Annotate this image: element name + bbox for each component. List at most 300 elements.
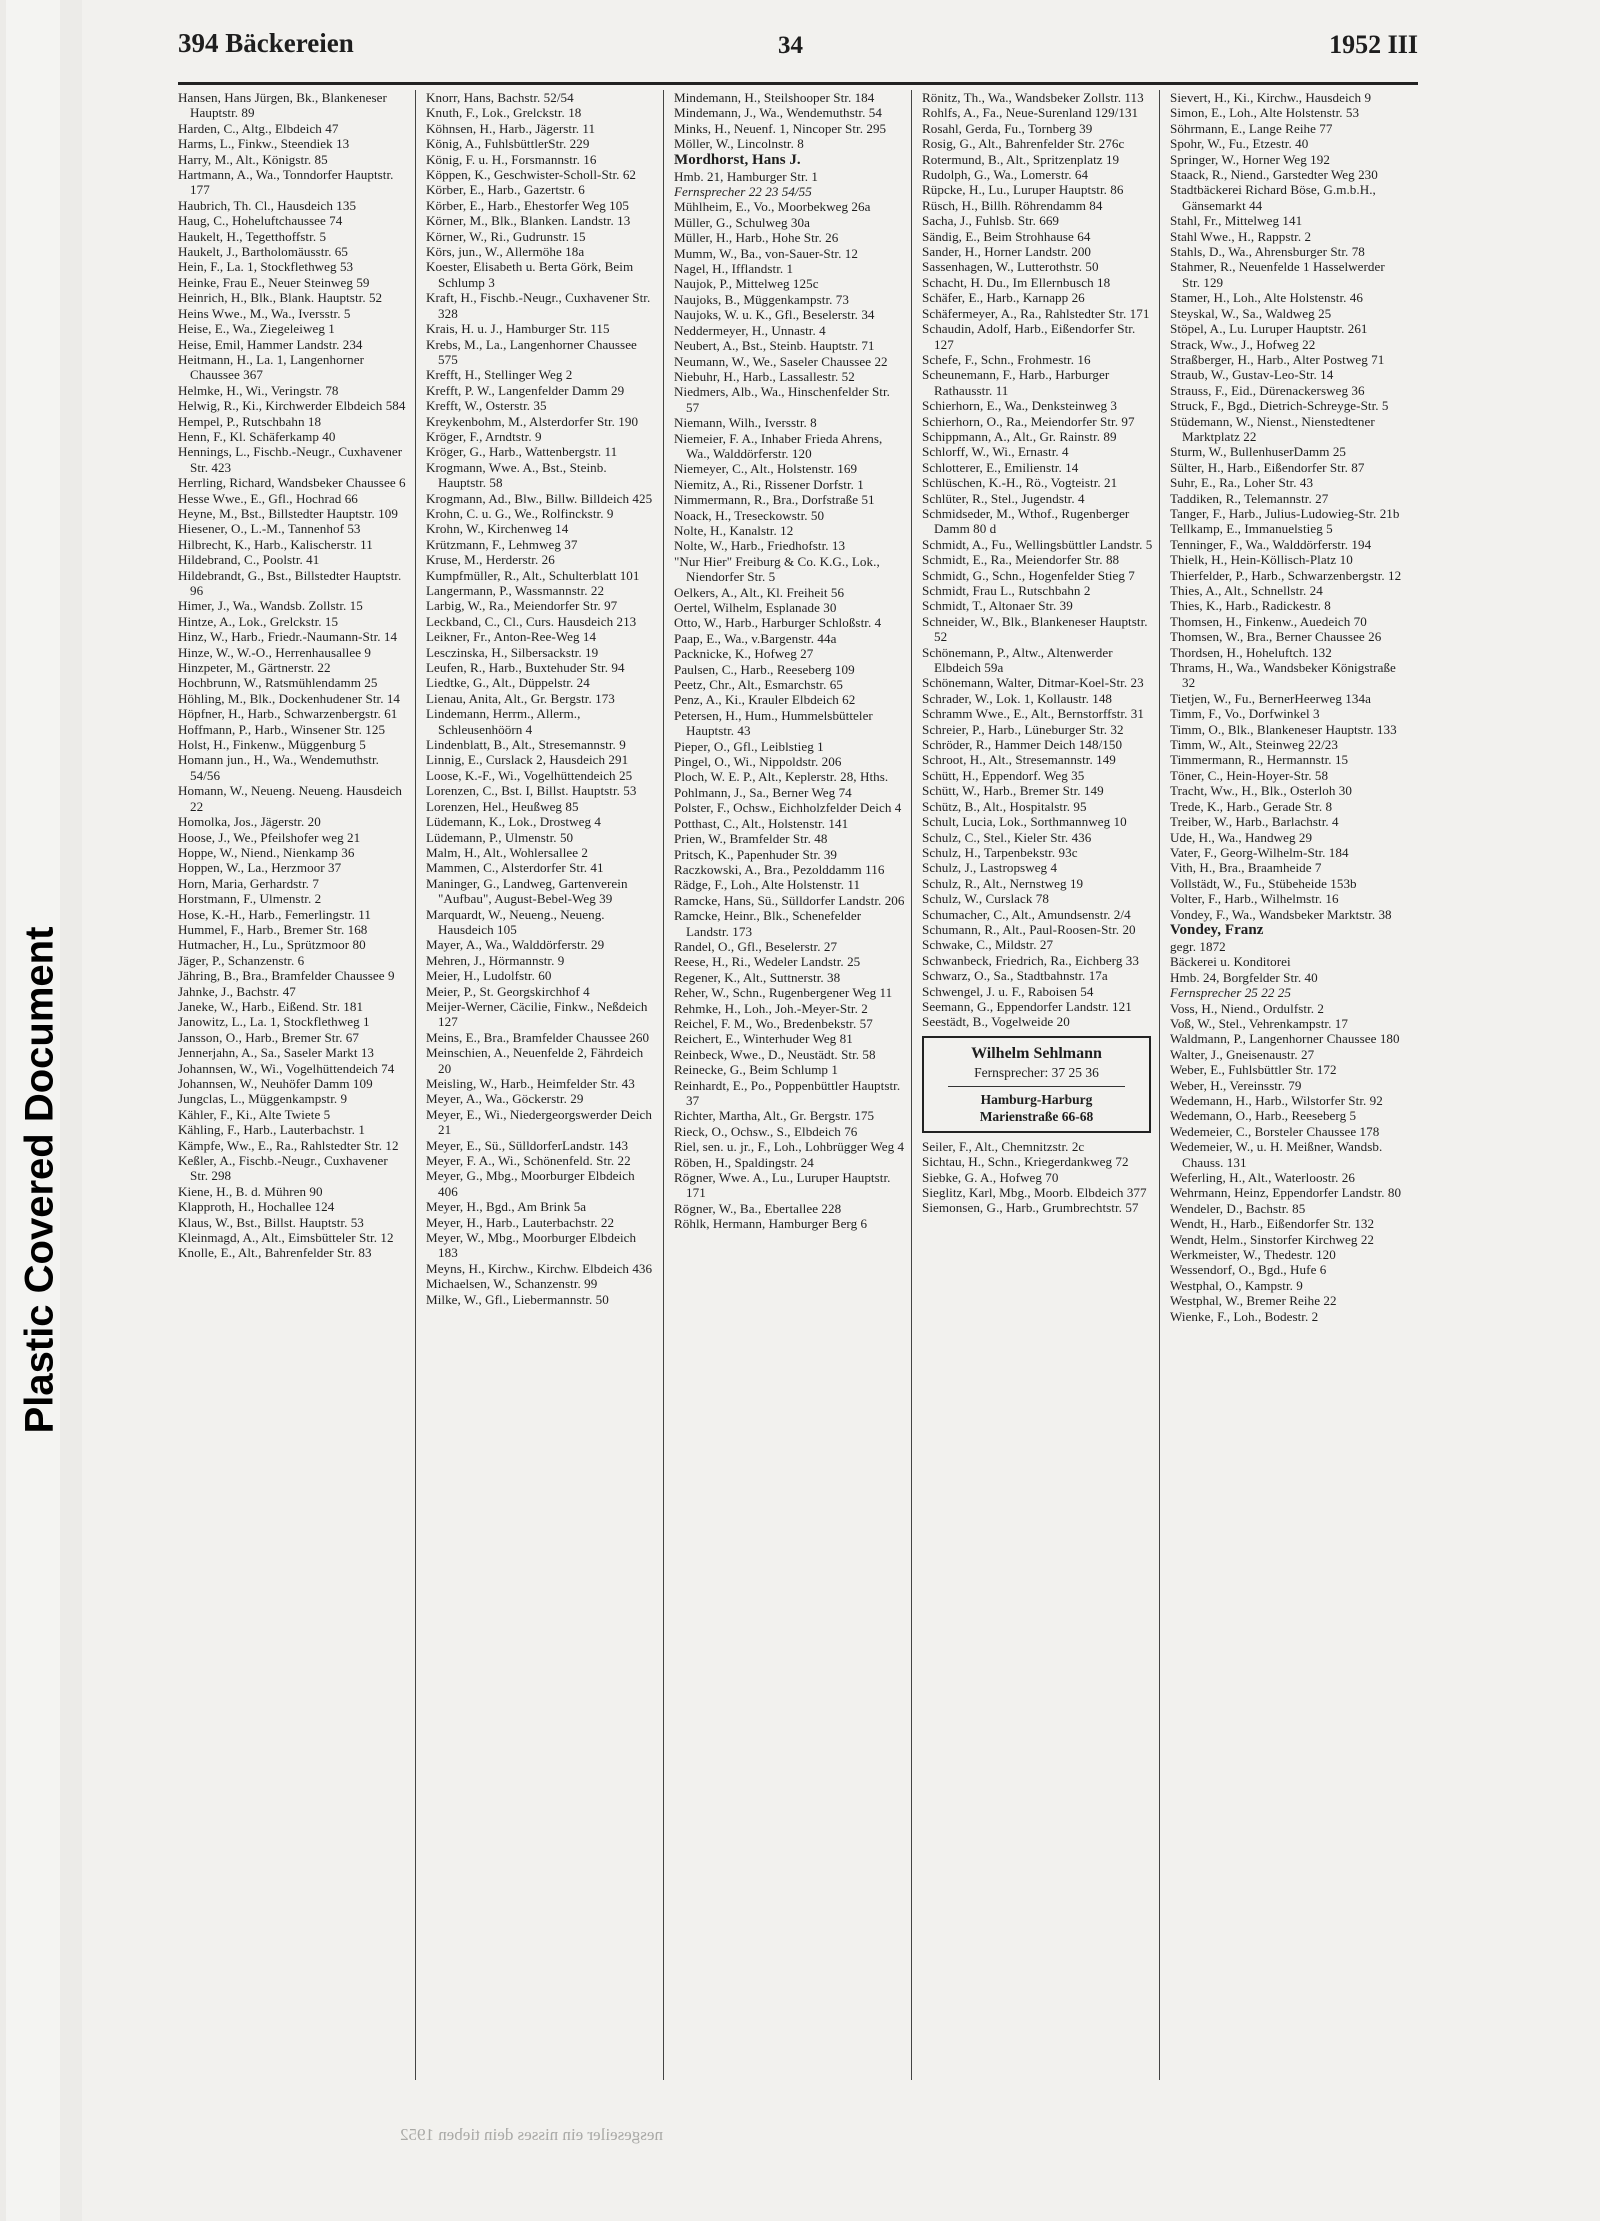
directory-entry: Krützmann, F., Lehmweg 37 [426, 536, 578, 552]
directory-entry: Stüdemann, W., Nienst., Nienstedtener Marktplatz 22 [1170, 413, 1375, 444]
directory-entry: Koester, Elisabeth u. Berta Görk, Beim Schlump 3 [426, 259, 634, 290]
directory-entry: Thomsen, W., Bra., Berner Chaussee 26 [1170, 629, 1382, 645]
directory-entry: Westphal, W., Bremer Reihe 22 [1170, 1293, 1337, 1309]
directory-entry: Bäckerei u. Konditorei [1170, 954, 1291, 970]
directory-entry: Stahls, D., Wa., Ahrensburger Str. 78 [1170, 244, 1365, 260]
bleed-through-text: nesgeseiler ein nisses dein tieben 1952 [400, 2125, 663, 2144]
directory-entry: Siemonsen, G., Harb., Grumbrechtstr. 57 [922, 1200, 1139, 1216]
directory-entry: Paap, E., Wa., v.Bargenstr. 44a [674, 630, 837, 646]
directory-entry: König, A., FuhlsbüttlerStr. 229 [426, 136, 590, 152]
directory-entry: Tietjen, W., Fu., BernerHeerweg 134a [1170, 690, 1371, 706]
directory-entry: Strack, Ww., J., Hofweg 22 [1170, 336, 1316, 352]
directory-entry: Sievert, H., Ki., Kirchw., Hausdeich 9 [1170, 90, 1372, 105]
directory-entry: Niemeyer, C., Alt., Holstenstr. 169 [674, 461, 858, 477]
directory-entry: Schulz, J., Lastropsweg 4 [922, 860, 1058, 876]
directory-entry: Hildebrandt, G., Bst., Billstedter Hauptstr. 96 [178, 567, 402, 598]
directory-entry: König, F. u. H., Forsmannstr. 16 [426, 151, 597, 167]
directory-entry: Malm, H., Alt., Wohlersallee 2 [426, 844, 589, 860]
directory-entry: Jennerjahn, A., Sa., Saseler Markt 13 [178, 1045, 375, 1061]
directory-entry: Sacha, J., Fuhlsb. Str. 669 [922, 213, 1060, 229]
directory-columns [178, 90, 1418, 2080]
directory-entry: Pingel, O., Wi., Nippoldstr. 206 [674, 754, 842, 770]
directory-entry: Schaudin, Adolf, Harb., Eißendorfer Str. 127 [922, 321, 1136, 352]
directory-entry: Wendt, Helm., Sinstorfer Kirchweg 22 [1170, 1231, 1375, 1247]
directory-entry: Rosig, G., Alt., Bahrenfelder Str. 276c [922, 136, 1125, 152]
directory-entry: Neubert, A., Bst., Steinb. Hauptstr. 71 [674, 338, 875, 354]
directory-entry: Schütt, H., Eppendorf. Weg 35 [922, 767, 1085, 783]
directory-entry: Reinbeck, Wwe., D., Neustädt. Str. 58 [674, 1046, 876, 1062]
directory-entry: Homann jun., H., Wa., Wendemuthstr. 54/56 [178, 752, 379, 783]
ad-address-city: Hamburg-Harburg [980, 1091, 1093, 1107]
directory-entry: Schulz, C., Stel., Kieler Str. 436 [922, 829, 1092, 845]
directory-entry: Thomsen, H., Finkenw., Auedeich 70 [1170, 613, 1367, 629]
directory-entry: Pohlmann, J., Sa., Berner Weg 74 [674, 784, 852, 800]
directory-entry: Rönitz, Th., Wa., Wandsbeker Zollstr. 113 [922, 90, 1144, 105]
directory-entry: Krebs, M., La., Langenhorner Chaussee 575 [426, 336, 637, 367]
directory-entry: Kähler, F., Ki., Alte Twiete 5 [178, 1106, 331, 1122]
header-rule [178, 82, 1418, 85]
directory-entry: Schmidt, Frau L., Rutschbahn 2 [922, 583, 1091, 598]
directory-column-4 [922, 90, 1160, 2080]
directory-entry: Wehrmann, Heinz, Eppendorfer Landstr. 80 [1170, 1185, 1402, 1201]
directory-entry: Meyer, W., Mbg., Moorburger Elbdeich 183 [426, 1230, 637, 1261]
directory-entry: Schumacher, C., Alt., Amundsenstr. 2/4 [922, 906, 1131, 922]
directory-column-2 [426, 90, 664, 2080]
directory-entry: Timm, O., Blk., Blankeneser Hauptstr. 133 [1170, 721, 1397, 737]
directory-entry: Werkmeister, W., Thedestr. 120 [1170, 1247, 1336, 1263]
ad-address-street: Marienstraße 66-68 [979, 1108, 1094, 1124]
directory-entry: Meijer-Werner, Cäcilie, Finkw., Neßdeich 127 [426, 998, 648, 1030]
directory-entry: Körs, jun., W., Allermöhe 18a [426, 244, 585, 260]
directory-entry: Hinze, W., W.-O., Herrenhausallee 9 [178, 644, 372, 660]
directory-entry: Thies, A., Alt., Schnellstr. 24 [1170, 583, 1323, 598]
directory-entry: Hochbrunn, W., Ratsmühlendamm 25 [178, 675, 378, 691]
directory-entry: Schlotterer, E., Emilienstr. 14 [922, 459, 1079, 475]
directory-entry: Schmidt, G., Schn., Hogenfelder Stieg 7 [922, 567, 1135, 583]
directory-entry: Töner, C., Hein-Hoyer-Str. 58 [1170, 767, 1329, 783]
directory-entry: Mindemann, J., Wa., Wendemuthstr. 54 [674, 105, 882, 121]
directory-entry: Keßler, A., Fischb.-Neugr., Cuxhavener Str. 298 [178, 1153, 388, 1184]
directory-entry: Meyer, H., Harb., Lauterbachstr. 22 [426, 1214, 615, 1230]
directory-entry: Schlüter, R., Stel., Jugendstr. 4 [922, 490, 1085, 506]
directory-entry: Neddermeyer, H., Unnastr. 4 [674, 322, 826, 338]
directory-entry: Schmidt, A., Fu., Wellingsbüttler Landstr. 5 [922, 536, 1153, 552]
directory-entry: Schäfermeyer, A., Ra., Rahlstedter Str. 171 [922, 305, 1150, 321]
ad-name: Wilhelm Sehlmann [971, 1044, 1102, 1062]
directory-entry: Hennings, L., Fischb.-Neugr., Cuxhavener Str. 423 [178, 444, 403, 475]
directory-entry: Michaelsen, W., Schanzenstr. 99 [426, 1276, 598, 1292]
directory-entry: Seestädt, B., Vogelweide 20 [922, 1014, 1070, 1030]
directory-entry: Hinzpeter, M., Gärtnerstr. 22 [178, 660, 331, 676]
directory-entry: Schippmann, A., Alt., Gr. Rainstr. 89 [922, 428, 1117, 444]
directory-entry: Hutmacher, H., Lu., Sprützmoor 80 [178, 937, 366, 953]
directory-entry: Himer, J., Wa., Wandsb. Zollstr. 15 [178, 598, 363, 614]
directory-entry: Kreykenbohm, M., Alsterdorfer Str. 190 [426, 413, 639, 429]
directory-entry: Homann, W., Neueng. Neueng. Hausdeich 22 [178, 783, 403, 814]
directory-entry: Hansen, Hans Jürgen, Bk., Blankeneser Hauptstr. 89 [178, 90, 387, 121]
directory-entry: Reichel, F. M., Wo., Bredenbekstr. 57 [674, 1015, 873, 1031]
directory-entry: Minks, H., Neuenf. 1, Nincoper Str. 295 [674, 120, 887, 136]
directory-entry: Schulz, R., Alt., Nernstweg 19 [922, 875, 1084, 891]
directory-entry: Schefe, F., Schn., Frohmestr. 16 [922, 351, 1091, 367]
directory-entry: Lindemann, Herrm., Allerm., Schleusenhöörn 4 [426, 706, 581, 737]
directory-entry: Vith, H., Bra., Braamheide 7 [1170, 860, 1322, 876]
directory-entry: Meyer, A., Wa., Göckerstr. 29 [426, 1091, 584, 1107]
directory-entry: Thies, K., Harb., Radickestr. 8 [1170, 598, 1331, 614]
directory-entry: Köhnsen, H., Harb., Jägerstr. 11 [426, 120, 596, 136]
directory-entry: Stöpel, A., Lu. Luruper Hauptstr. 261 [1170, 321, 1368, 337]
directory-entry: Neumann, W., We., Saseler Chaussee 22 [674, 353, 888, 369]
directory-entry: Heins Wwe., M., Wa., Iversstr. 5 [178, 305, 351, 321]
directory-entry: Schmidseder, M., Wthof., Rugenberger Damm 80 d [922, 505, 1130, 537]
directory-entry: Hiesener, O., L.-M., Tannenhof 53 [178, 521, 361, 537]
directory-entry: Mayer, A., Wa., Walddörferstr. 29 [426, 937, 605, 953]
directory-entry: Schmidt, E., Ra., Meiendorfer Str. 88 [922, 552, 1120, 568]
directory-entry: Wedemeier, C., Borsteler Chaussee 178 [1170, 1123, 1380, 1139]
directory-entry: Langermann, P., Wassmannstr. 22 [426, 583, 605, 598]
directory-entry: Schmidt, T., Altonaer Str. 39 [922, 598, 1073, 614]
directory-entry: Krohn, W., Kirchenweg 14 [426, 521, 569, 537]
directory-entry: Mehren, J., Hörmannstr. 9 [426, 952, 565, 968]
directory-entry: Rüpcke, H., Lu., Luruper Hauptstr. 86 [922, 182, 1124, 198]
directory-entry: Holst, H., Finkenw., Müggenburg 5 [178, 737, 366, 753]
directory-entry: Lüdemann, P., Ulmenstr. 50 [426, 829, 574, 845]
directory-entry: Heinrich, H., Blk., Blank. Hauptstr. 52 [178, 290, 383, 306]
directory-entry: Meins, E., Bra., Bramfelder Chaussee 260 [426, 1029, 650, 1045]
side-banner [6, 0, 60, 2221]
directory-entry: Oertel, Wilhelm, Esplanade 30 [674, 600, 837, 615]
directory-entry: Körber, E., Harb., Gazertstr. 6 [426, 182, 585, 198]
directory-entry: Ude, H., Wa., Handweg 29 [1170, 829, 1313, 845]
directory-entry: "Nur Hier" Freiburg & Co. K.G., Lok., Niendorfer Str. 5 [674, 553, 880, 585]
directory-entry: Staack, R., Niend., Garstedter Weg 230 [1170, 167, 1378, 183]
directory-entry: Lüdemann, K., Lok., Drostweg 4 [426, 814, 601, 830]
directory-entry: Herrling, Richard, Wandsbeker Chaussee 6 [178, 475, 406, 491]
directory-entry: Otto, W., Harb., Harburger Schloßstr. 4 [674, 615, 882, 631]
directory-entry: Sassenhagen, W., Lutterothstr. 50 [922, 259, 1099, 275]
directory-entry: Wienke, F., Loh., Bodestr. 2 [1170, 1308, 1319, 1324]
directory-entry: Vollstädt, W., Fu., Stübeheide 153b [1170, 875, 1357, 891]
directory-entry: Haug, C., Hoheluftchaussee 74 [178, 213, 343, 229]
directory-entry: Höhling, M., Blk., Dockenhudener Str. 14 [178, 690, 401, 706]
directory-entry: Haubrich, Th. Cl., Hausdeich 135 [178, 197, 357, 213]
directory-entry: Kleinmagd, A., Alt., Eimsbütteler Str. 12 [178, 1230, 394, 1246]
directory-entry: Penz, A., Ki., Krauler Elbdeich 62 [674, 692, 856, 708]
directory-entry: Mumm, W., Ba., von-Sauer-Str. 12 [674, 245, 858, 261]
directory-entry: Packnicke, K., Hofweg 27 [674, 646, 814, 662]
directory-entry: Röhlk, Hermann, Hamburger Berg 6 [674, 1216, 868, 1232]
directory-entry: Scheunemann, F., Harb., Harburger Rathausstr. 11 [922, 367, 1110, 398]
directory-entry: Müller, G., Schulweg 30a [674, 214, 810, 230]
directory-entry: Hummel, F., Harb., Bremer Str. 168 [178, 921, 368, 937]
directory-entry: Helmke, H., Wi., Veringstr. 78 [178, 382, 339, 398]
directory-entry: Sichtau, H., Schn., Kriegerdankweg 72 [922, 1154, 1129, 1170]
directory-entry: Seemann, G., Eppendorfer Landstr. 121 [922, 998, 1132, 1014]
directory-entry: Stahmer, R., Neuenfelde 1 Hasselwerder Str. 129 [1170, 259, 1385, 290]
directory-entry: Straßberger, H., Harb., Alter Postweg 71 [1170, 351, 1385, 367]
directory-entry: Schlorff, W., Wi., Ernastr. 4 [922, 444, 1069, 460]
directory-entry: Heitmann, H., La. 1, Langenhorner Chaussee 367 [178, 351, 364, 383]
directory-entry: Steyskal, W., Sa., Waldweg 25 [1170, 305, 1332, 321]
directory-entry: Jungclas, L., Müggenkampstr. 9 [178, 1091, 348, 1107]
directory-entry: Heinke, Frau E., Neuer Steinweg 59 [178, 274, 370, 290]
directory-entry: Thielk, H., Hein-Köllisch-Platz 10 [1170, 552, 1353, 568]
directory-entry: Jähring, B., Bra., Bramfelder Chaussee 9 [178, 968, 395, 984]
directory-entry: Helwig, R., Ki., Kirchwerder Elbdeich 584 [178, 398, 406, 414]
directory-entry-phone: Fernsprecher 22 23 54/55 [674, 184, 812, 200]
directory-entry: Jäger, P., Schanzenstr. 6 [178, 952, 305, 968]
directory-entry: Loose, K.-F., Wi., Vogelhüttendeich 25 [426, 767, 633, 783]
directory-entry: Henn, F., Kl. Schäferkamp 40 [178, 428, 336, 444]
directory-entry: Krohn, C. u. G., We., Rolfinckstr. 9 [426, 505, 614, 521]
directory-entry-phone: Fernsprecher 25 22 25 [1170, 985, 1291, 1001]
directory-entry: Rüsch, H., Billh. Röhrendamm 84 [922, 197, 1103, 213]
directory-entry: Randel, O., Gfl., Beselerstr. 27 [674, 938, 838, 954]
directory-entry: Spohr, W., Fu., Etzestr. 40 [1170, 136, 1309, 152]
directory-entry: Janowitz, L., La. 1, Stockflethweg 1 [178, 1014, 370, 1030]
directory-entry: Thierfelder, P., Harb., Schwarzenbergstr. 12 [1170, 567, 1402, 583]
directory-entry: Horn, Maria, Gerhardstr. 7 [178, 875, 319, 891]
directory-entry: Hesse Wwe., E., Gfl., Hochrad 66 [178, 490, 358, 506]
directory-entry: Naujok, P., Mittelweg 125c [674, 276, 819, 292]
directory-entry: Hildebrand, C., Poolstr. 41 [178, 552, 320, 568]
directory-entry: Heise, E., Wa., Ziegeleiweg 1 [178, 321, 335, 337]
directory-entry: Ploch, W. E. P., Alt., Keplerstr. 28, Hths. [674, 769, 889, 785]
directory-entry: Nolte, H., Kanalstr. 12 [674, 522, 794, 538]
directory-entry: Höpfner, H., Harb., Schwarzenbergstr. 61 [178, 706, 398, 722]
directory-entry: Schlüschen, K.-H., Rö., Vogteistr. 21 [922, 475, 1118, 491]
ad-phone: Fernsprecher: 37 25 36 [974, 1064, 1099, 1080]
directory-entry: Strauss, F., Eid., Dürenackersweg 36 [1170, 382, 1365, 398]
directory-entry: Mindemann, H., Steilshooper Str. 184 [674, 90, 875, 105]
directory-entry: Heyne, M., Bst., Billstedter Hauptstr. 109 [178, 505, 398, 521]
directory-entry: Rädge, F., Loh., Alte Holstenstr. 11 [674, 877, 861, 893]
directory-entry: Kähling, F., Harb., Lauterbachstr. 1 [178, 1122, 365, 1138]
directory-entry: Stamer, H., Loh., Alte Holstenstr. 46 [1170, 290, 1363, 306]
directory-entry: Lesczinska, H., Silbersackstr. 19 [426, 644, 599, 660]
directory-entry: Niedmers, Alb., Wa., Hinschenfelder Str. 57 [674, 384, 890, 415]
directory-entry: Knorr, Hans, Bachstr. 52/54 [426, 90, 574, 105]
directory-entry: Körner, W., Ri., Gudrunstr. 15 [426, 228, 586, 244]
directory-entry: Polster, F., Ochsw., Eichholzfelder Deich 4 [674, 800, 902, 816]
directory-entry: Hintze, A., Lok., Grelckstr. 15 [178, 613, 339, 629]
directory-entry: Krogmann, Ad., Blw., Billw. Billdeich 425 [426, 490, 653, 506]
directory-entry: Reinecke, G., Beim Schlump 1 [674, 1062, 838, 1078]
directory-entry: gegr. 1872 [1170, 938, 1226, 954]
directory-entry: Ramcke, Heinr., Blk., Schenefelder Landstr. 173 [674, 908, 862, 939]
directory-entry: Schrader, W., Lok. 1, Kollaustr. 148 [922, 690, 1113, 706]
directory-entry: Hoose, J., We., Pfeilshofer weg 21 [178, 829, 361, 845]
directory-entry: Johannsen, W., Wi., Vogelhüttendeich 74 [178, 1060, 395, 1076]
directory-entry: Reher, W., Schn., Rugenbergener Weg 11 [674, 985, 893, 1001]
side-label: Plastic Covered Document [17, 926, 62, 1434]
directory-entry: Reichert, E., Winterhuder Weg 81 [674, 1031, 853, 1047]
header-section-title: 394 Bäckereien [178, 28, 354, 58]
directory-entry: Schönemann, Walter, Ditmar-Koel-Str. 23 [922, 675, 1144, 691]
directory-entry: Maninger, G., Landweg, Gartenverein "Aufbau", August-Bebel-Weg 39 [426, 875, 628, 907]
directory-entry: Petersen, H., Hum., Hummelsbütteler Hauptstr. 43 [674, 707, 873, 739]
directory-entry: Homolka, Jos., Jägerstr. 20 [178, 814, 321, 830]
directory-entry: Wessendorf, O., Bgd., Hufe 6 [1170, 1262, 1327, 1278]
directory-entry: Sülter, H., Harb., Eißendorfer Str. 87 [1170, 459, 1365, 475]
directory-entry: Leikner, Fr., Anton-Ree-Weg 14 [426, 629, 597, 645]
directory-entry: Kumpfmüller, R., Alt., Schulterblatt 101 [426, 567, 640, 583]
directory-entry: Tellkamp, E., Immanuelstieg 5 [1170, 521, 1333, 537]
directory-entry: Johannsen, W., Neuhöfer Damm 109 [178, 1076, 373, 1091]
directory-entry: Möller, W., Lincolnstr. 8 [674, 136, 804, 152]
directory-entry: Schneider, W., Blk., Blankeneser Hauptstr. 52 [922, 613, 1148, 645]
directory-entry: Knolle, E., Alt., Bahrenfelder Str. 83 [178, 1245, 372, 1261]
directory-entry: Springer, W., Horner Weg 192 [1170, 151, 1330, 167]
directory-entry: Waldmann, P., Langenhorner Chaussee 180 [1170, 1031, 1400, 1047]
directory-entry: Seiler, F., Alt., Chemnitzstr. 2c [922, 1138, 1085, 1154]
directory-entry: Harry, M., Alt., Königstr. 85 [178, 151, 328, 167]
page-header [178, 28, 1418, 78]
directory-entry: Schwarz, O., Sa., Stadtbahnstr. 17a [922, 968, 1108, 984]
directory-entry: Naujoks, B., Müggenkampstr. 73 [674, 291, 849, 307]
directory-entry: Schäfer, E., Harb., Karnapp 26 [922, 290, 1085, 306]
directory-entry: Wendeler, D., Bachstr. 85 [1170, 1200, 1306, 1216]
header-page-number: 34 [778, 32, 803, 59]
directory-entry: Peetz, Chr., Alt., Esmarchstr. 65 [674, 677, 843, 693]
directory-column-3 [674, 90, 912, 2080]
directory-entry: Harden, C., Altg., Elbdeich 47 [178, 120, 339, 136]
directory-entry: Weber, E., Fuhlsbüttler Str. 172 [1170, 1062, 1337, 1078]
directory-entry: Wedemeier, W., u. H. Meißner, Wandsb. Chauss. 131 [1170, 1139, 1383, 1170]
directory-entry: Niemitz, A., Ri., Rissener Dorfstr. 1 [674, 476, 864, 492]
directory-entry: Nagel, H., Ifflandstr. 1 [674, 261, 794, 277]
directory-entry: Stahl, Fr., Mittelweg 141 [1170, 213, 1303, 229]
directory-entry: Schröder, R., Hammer Deich 148/150 [922, 737, 1123, 753]
directory-entry: Haukelt, J., Bartholomäusstr. 65 [178, 244, 348, 260]
directory-entry: Meinschien, A., Neuenfelde 2, Fährdeich 20 [426, 1045, 644, 1076]
directory-entry: Hartmann, A., Wa., Tonndorfer Hauptstr. 177 [178, 167, 394, 198]
directory-entry: Richter, Martha, Alt., Gr. Bergstr. 175 [674, 1108, 875, 1124]
directory-entry: Suhr, E., Ra., Loher Str. 43 [1170, 475, 1314, 491]
directory-entry: Haukelt, H., Tegetthoffstr. 5 [178, 228, 327, 244]
directory-entry: Struck, F., Bgd., Dietrich-Schreyge-Str. 5 [1170, 398, 1389, 414]
directory-entry: Reinhardt, E., Po., Poppenbüttler Hauptstr. 37 [674, 1077, 901, 1108]
directory-entry: Tenninger, F., Wa., Walddörferstr. 194 [1170, 536, 1372, 552]
directory-entry: Sieglitz, Karl, Mbg., Moorb. Elbdeich 377 [922, 1185, 1147, 1200]
header-year: 1952 III [1329, 30, 1418, 59]
directory-entry: Krefft, H., Stellinger Weg 2 [426, 367, 573, 383]
directory-entry: Müller, H., Harb., Hohe Str. 26 [674, 230, 839, 246]
directory-entry: Reese, H., Ri., Wedeler Landstr. 25 [674, 954, 861, 970]
directory-entry: Weber, H., Vereinsstr. 79 [1170, 1077, 1302, 1093]
directory-entry: Stahl Wwe., H., Rappstr. 2 [1170, 228, 1312, 244]
directory-entry: Timm, W., Alt., Steinweg 22/23 [1170, 737, 1338, 753]
directory-entry: Rohlfs, A., Fa., Neue-Surenland 129/131 [922, 105, 1139, 121]
directory-entry: Schütt, W., Harb., Bremer Str. 149 [922, 783, 1104, 799]
directory-entry: Kruse, M., Herderstr. 26 [426, 552, 555, 568]
directory-entry: Rögner, Wwe. A., Lu., Luruper Hauptstr. 171 [674, 1170, 891, 1201]
directory-entry: Voß, W., Stel., Vehrenkampstr. 17 [1170, 1015, 1348, 1031]
directory-entry: Hoffmann, P., Harb., Winsener Str. 125 [178, 721, 386, 737]
directory-entry: Rosahl, Gerda, Fu., Tornberg 39 [922, 120, 1093, 136]
directory-entry: Röben, H., Spaldingstr. 24 [674, 1154, 814, 1170]
directory-entry: Meyer, H., Bgd., Am Brink 5a [426, 1199, 587, 1215]
directory-entry: Nimmermann, R., Bra., Dorfstraße 51 [674, 492, 875, 508]
directory-column-1 [178, 90, 416, 2080]
directory-entry: Schult, Lucia, Lok., Sorthmannweg 10 [922, 814, 1127, 830]
directory-entry: Lindenblatt, B., Alt., Stresemannstr. 9 [426, 737, 626, 753]
directory-entry: Prien, W., Bramfelder Str. 48 [674, 831, 828, 847]
directory-entry: Körber, E., Harb., Ehestorfer Weg 105 [426, 197, 629, 213]
directory-entry: Liedtke, G., Alt., Düppelstr. 24 [426, 675, 590, 691]
directory-entry: Harms, L., Finkw., Steendiek 13 [178, 136, 350, 152]
directory-entry: Rieck, O., Ochsw., S., Elbdeich 76 [674, 1123, 858, 1139]
directory-entry: Weferling, H., Alt., Waterloostr. 26 [1170, 1170, 1355, 1186]
directory-entry: Tanger, F., Harb., Julius-Ludowieg-Str. 21b [1170, 505, 1400, 521]
directory-entry: Schacht, H. Du., Im Ellernbusch 18 [922, 274, 1111, 290]
directory-column-5 [1170, 90, 1408, 2080]
directory-entry: Klaus, W., Bst., Billst. Hauptstr. 53 [178, 1214, 364, 1230]
directory-entry: Hempel, P., Rutschbahn 18 [178, 413, 322, 429]
directory-entry: Wedemann, O., Harb., Reeseberg 5 [1170, 1108, 1357, 1124]
directory-entry: Körner, M., Blk., Blanken. Landstr. 13 [426, 213, 631, 229]
directory-entry: Meisling, W., Harb., Heimfelder Str. 43 [426, 1076, 635, 1091]
directory-entry: Sturm, W., BullenhuserDamm 25 [1170, 444, 1347, 460]
directory-entry: Timm, F., Vo., Dorfwinkel 3 [1170, 706, 1320, 722]
directory-entry: Trede, K., Harb., Gerade Str. 8 [1170, 798, 1333, 814]
directory-entry: Schierhorn, O., Ra., Meiendorfer Str. 97 [922, 413, 1135, 429]
directory-entry: Köppen, K., Geschwister-Scholl-Str. 62 [426, 167, 637, 183]
directory-entry: Thordsen, H., Hoheluftch. 132 [1170, 644, 1332, 660]
directory-entry: Walter, J., Gneisenaustr. 27 [1170, 1046, 1315, 1062]
directory-entry: Rotermund, B., Alt., Spritzenplatz 19 [922, 151, 1120, 167]
directory-entry: Meyns, H., Kirchw., Kirchw. Elbdeich 436 [426, 1260, 653, 1276]
directory-entry: Schumann, R., Alt., Paul-Roosen-Str. 20 [922, 921, 1136, 937]
directory-entry: Thrams, H., Wa., Wandsbeker Königstraße 32 [1170, 660, 1396, 691]
directory-entry: Simon, E., Loh., Alte Holstenstr. 53 [1170, 105, 1360, 121]
directory-entry: Krogmann, Wwe. A., Bst., Steinb. Hauptstr. 58 [426, 459, 607, 491]
directory-entry: Hilbrecht, K., Harb., Kalischerstr. 11 [178, 536, 373, 552]
directory-entry: Riel, sen. u. jr., F., Loh., Lohbrügger Weg 4 [674, 1139, 905, 1155]
directory-entry: Hmb. 24, Borgfelder Str. 40 [1170, 969, 1318, 985]
directory-entry: Rehmke, H., Loh., Joh.-Meyer-Str. 2 [674, 1000, 868, 1016]
directory-entry: Pritsch, K., Papenhuder Str. 39 [674, 846, 838, 862]
directory-entry: Milke, W., Gfl., Liebermannstr. 50 [426, 1291, 609, 1307]
directory-entry: Larbig, W., Ra., Meiendorfer Str. 97 [426, 598, 618, 614]
advertisement-box [922, 1036, 1151, 1133]
directory-entry-bold: Mordhorst, Hans J. [674, 151, 801, 168]
directory-entry: Hmb. 21, Hamburger Str. 1 [674, 168, 818, 184]
directory-entry: Paulsen, C., Harb., Reeseberg 109 [674, 661, 855, 677]
directory-entry: Schulz, H., Tarpenbekstr. 93c [922, 844, 1078, 860]
directory-entry: Heise, Emil, Hammer Landstr. 234 [178, 336, 363, 352]
directory-entry: Schramm Wwe., E., Alt., Bernstorffstr. 31 [922, 706, 1144, 722]
directory-entry: Taddiken, R., Telemannstr. 27 [1170, 490, 1329, 506]
directory-entry: Westphal, O., Kampstr. 9 [1170, 1277, 1303, 1293]
directory-entry: Noack, H., Treseckowstr. 50 [674, 507, 825, 523]
directory-entry: Sändig, E., Beim Strohhause 64 [922, 228, 1091, 244]
directory-entry: Meyer, G., Mbg., Moorburger Elbdeich 406 [426, 1168, 635, 1199]
directory-entry: Meier, P., St. Georgskirchhof 4 [426, 983, 590, 999]
directory-entry: Niemeier, F. A., Inhaber Frieda Ahrens, Wa., Walddörferstr. 120 [674, 430, 883, 461]
directory-entry: Naujoks, W. u. K., Gfl., Beselerstr. 34 [674, 307, 875, 323]
directory-entry: Knuth, F., Lok., Grelckstr. 18 [426, 105, 582, 121]
directory-entry: Lienau, Anita, Alt., Gr. Bergstr. 173 [426, 690, 615, 706]
directory-entry: Voss, H., Niend., Ordulfstr. 2 [1170, 1000, 1325, 1016]
directory-entry: Hoppe, W., Niend., Nienkamp 36 [178, 844, 355, 860]
directory-entry: Kraft, H., Fischb.-Neugr., Cuxhavener Str. 328 [426, 290, 651, 321]
directory-entry: Krefft, W., Osterstr. 35 [426, 398, 547, 414]
directory-entry: Sander, H., Horner Landstr. 200 [922, 244, 1092, 260]
directory-entry: Schulz, W., Curslack 78 [922, 891, 1049, 907]
directory-entry: Timmermann, R., Hermannstr. 15 [1170, 752, 1349, 768]
directory-entry: Oelkers, A., Alt., Kl. Freiheit 56 [674, 584, 845, 600]
